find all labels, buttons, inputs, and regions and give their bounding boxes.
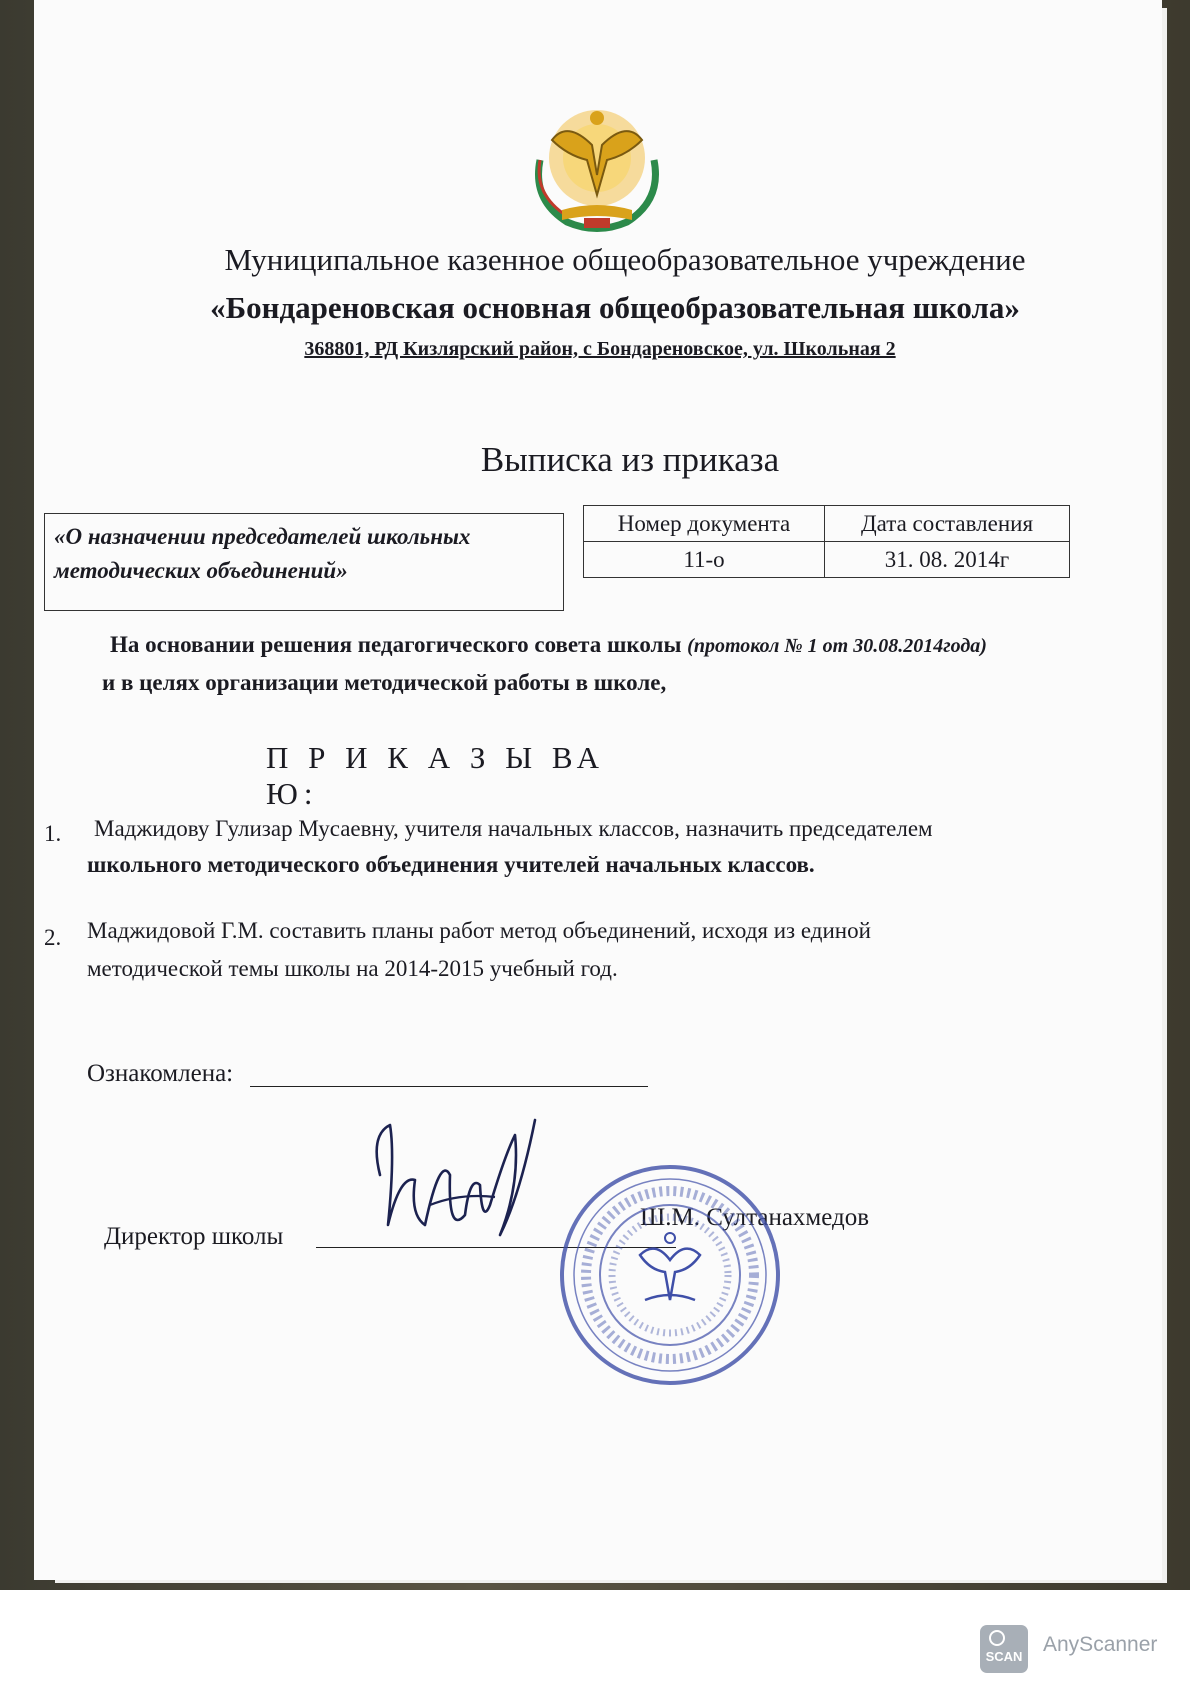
order-subject: «О назначении председателей школьных методических объединений» (54, 524, 471, 583)
camera-icon (989, 1630, 1005, 1646)
document-title: Выписка из приказа (480, 440, 780, 479)
protocol-note: (протокол № 1 от 30.08.2014года) (687, 635, 987, 657)
acquainted-signature-line (250, 1086, 648, 1087)
table-row (584, 542, 1070, 578)
organization-name-line2: «Бондареновская основная общеобразовательная школа» (210, 290, 1020, 325)
basis-text: На основании решения педагогического совета школы (110, 632, 688, 657)
doc-number-value: 11-о (584, 542, 825, 578)
scanner-brand: AnyScanner (1043, 1633, 1158, 1656)
item-number: 1. (44, 821, 62, 846)
item-1-line-1: Маджидову Гулизар Мусаевну, учителя начальных классов, назначить председателем (94, 816, 933, 841)
table-header-row (584, 506, 1070, 542)
basis-paragraph (110, 632, 1170, 658)
purpose-paragraph: и в целях организации методической работы в школе, (102, 670, 667, 695)
item-2-line-2: методической темы школы на 2014-2015 учебный год. (87, 956, 618, 981)
doc-date-value: 31. 08. 2014г (825, 542, 1070, 578)
item-2-line-1: Маджидовой Г.М. составить планы работ метод объединений, исходя из единой (87, 918, 871, 943)
director-label: Директор школы (104, 1223, 284, 1250)
organization-name-line1: Муниципальное казенное общеобразовательное учреждение (224, 242, 1026, 277)
document-info-table (583, 505, 1070, 578)
acquainted-label: Ознакомлена: (87, 1060, 234, 1087)
school-stamp (555, 1160, 785, 1390)
dagestan-emblem-icon (522, 100, 672, 235)
director-signature (370, 1115, 540, 1265)
item-number: 2. (44, 925, 62, 950)
scanner-icon-label: SCAN (985, 1649, 1023, 1664)
header-doc-number: Номер документа (584, 506, 825, 542)
organization-address: 368801, РД Кизлярский район, с Бондареновское, ул. Школьная 2 (304, 338, 896, 360)
director-name: Ш.М. Султанахмедов (640, 1204, 870, 1231)
item-1-line-2: школьного методического объединения учителей начальных классов. (87, 852, 815, 877)
order-heading: П Р И К А З Ы ВА Ю: (266, 740, 606, 811)
header-doc-date: Дата составления (825, 506, 1070, 542)
